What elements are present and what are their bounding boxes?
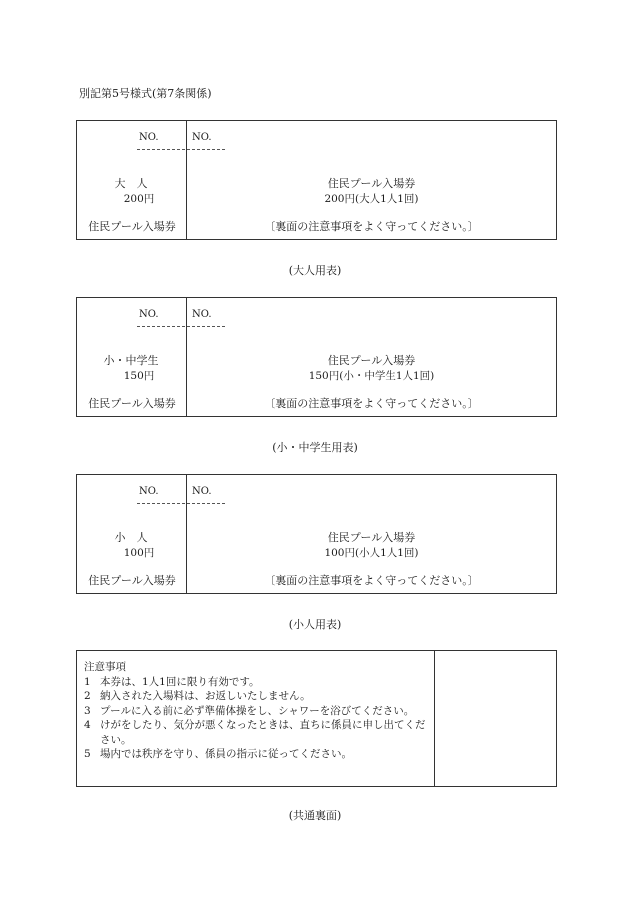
- stub-ticket-name: 住民プール入場券: [88, 397, 176, 410]
- caption-adult: (大人用表): [288, 264, 342, 277]
- ticket-adult: [76, 120, 557, 240]
- notice-list: [84, 660, 432, 762]
- notice-item: [84, 675, 432, 690]
- notice-number: 3: [84, 704, 91, 717]
- main-ticket-notice: 〔裏面の注意事項をよく守ってください。〕: [264, 397, 479, 410]
- ticket-back: [76, 650, 557, 787]
- stub-ticket-type: 大 人: [114, 177, 148, 190]
- notice-text: 本券は、1人1回に限り有効です。: [100, 675, 260, 688]
- notice-text: けがをしたり、気分が悪くなったときは、直ちに係員に申し出てください。: [100, 719, 426, 746]
- notice-text: プールに入る前に必ず準備体操をし、シャワーを浴びてください。: [100, 704, 415, 717]
- stub-number-label: NO.: [139, 132, 159, 143]
- main-ticket-title: 住民プール入場券: [327, 354, 416, 367]
- main-ticket-price: 100円(小人1人1回): [324, 547, 419, 559]
- stub-price: 200円: [123, 193, 155, 205]
- perforation-line: [137, 326, 225, 327]
- notice-item: [84, 747, 432, 762]
- stub-price: 150円: [123, 370, 155, 382]
- perforation-line: [137, 503, 225, 504]
- notice-title: 注意事項: [84, 661, 126, 673]
- main-number-label: NO.: [192, 309, 212, 320]
- stub-number-label: NO.: [139, 309, 159, 320]
- notice-number: 4: [84, 719, 91, 731]
- back-divider: [434, 651, 435, 786]
- notice-number: 1: [84, 675, 91, 688]
- caption-student: (小・中学生用表): [272, 441, 358, 454]
- notice-number: 5: [84, 748, 91, 760]
- ticket-stub: [77, 475, 187, 593]
- main-ticket-title: 住民プール入場券: [327, 531, 416, 544]
- ticket-student: [76, 297, 557, 417]
- notice-item: [84, 718, 432, 747]
- notice-number: 2: [84, 690, 91, 702]
- notice-text: 場内では秩序を守り、係員の指示に従ってください。: [100, 748, 352, 760]
- main-number-label: NO.: [192, 486, 212, 497]
- ticket-stub: [77, 298, 187, 416]
- caption-child: (小人用表): [288, 618, 342, 631]
- notice-text: 納入された入場料は、お返しいたしません。: [100, 690, 311, 702]
- stub-ticket-type: 小・中学生: [103, 354, 159, 367]
- main-ticket-notice: 〔裏面の注意事項をよく守ってください。〕: [264, 574, 479, 587]
- caption-back: (共通裏面): [288, 809, 342, 822]
- main-ticket-notice: 〔裏面の注意事項をよく守ってください。〕: [264, 220, 479, 233]
- ticket-child: [76, 474, 557, 594]
- main-ticket-title: 住民プール入場券: [327, 177, 416, 190]
- stub-ticket-name: 住民プール入場券: [88, 220, 176, 233]
- ticket-stub: [77, 121, 187, 239]
- stub-ticket-name: 住民プール入場券: [88, 574, 176, 587]
- notice-item: [84, 689, 432, 704]
- form-header: 別記第5号様式(第7条関係): [79, 87, 212, 100]
- notice-item: [84, 704, 432, 719]
- perforation-line: [137, 149, 225, 150]
- stub-price: 100円: [123, 547, 155, 559]
- main-ticket-price: 150円(小・中学生1人1回): [308, 370, 435, 382]
- main-number-label: NO.: [192, 132, 212, 143]
- stub-ticket-type: 小 人: [114, 531, 148, 544]
- main-ticket-price: 200円(大人1人1回): [324, 193, 419, 205]
- stub-number-label: NO.: [139, 486, 159, 497]
